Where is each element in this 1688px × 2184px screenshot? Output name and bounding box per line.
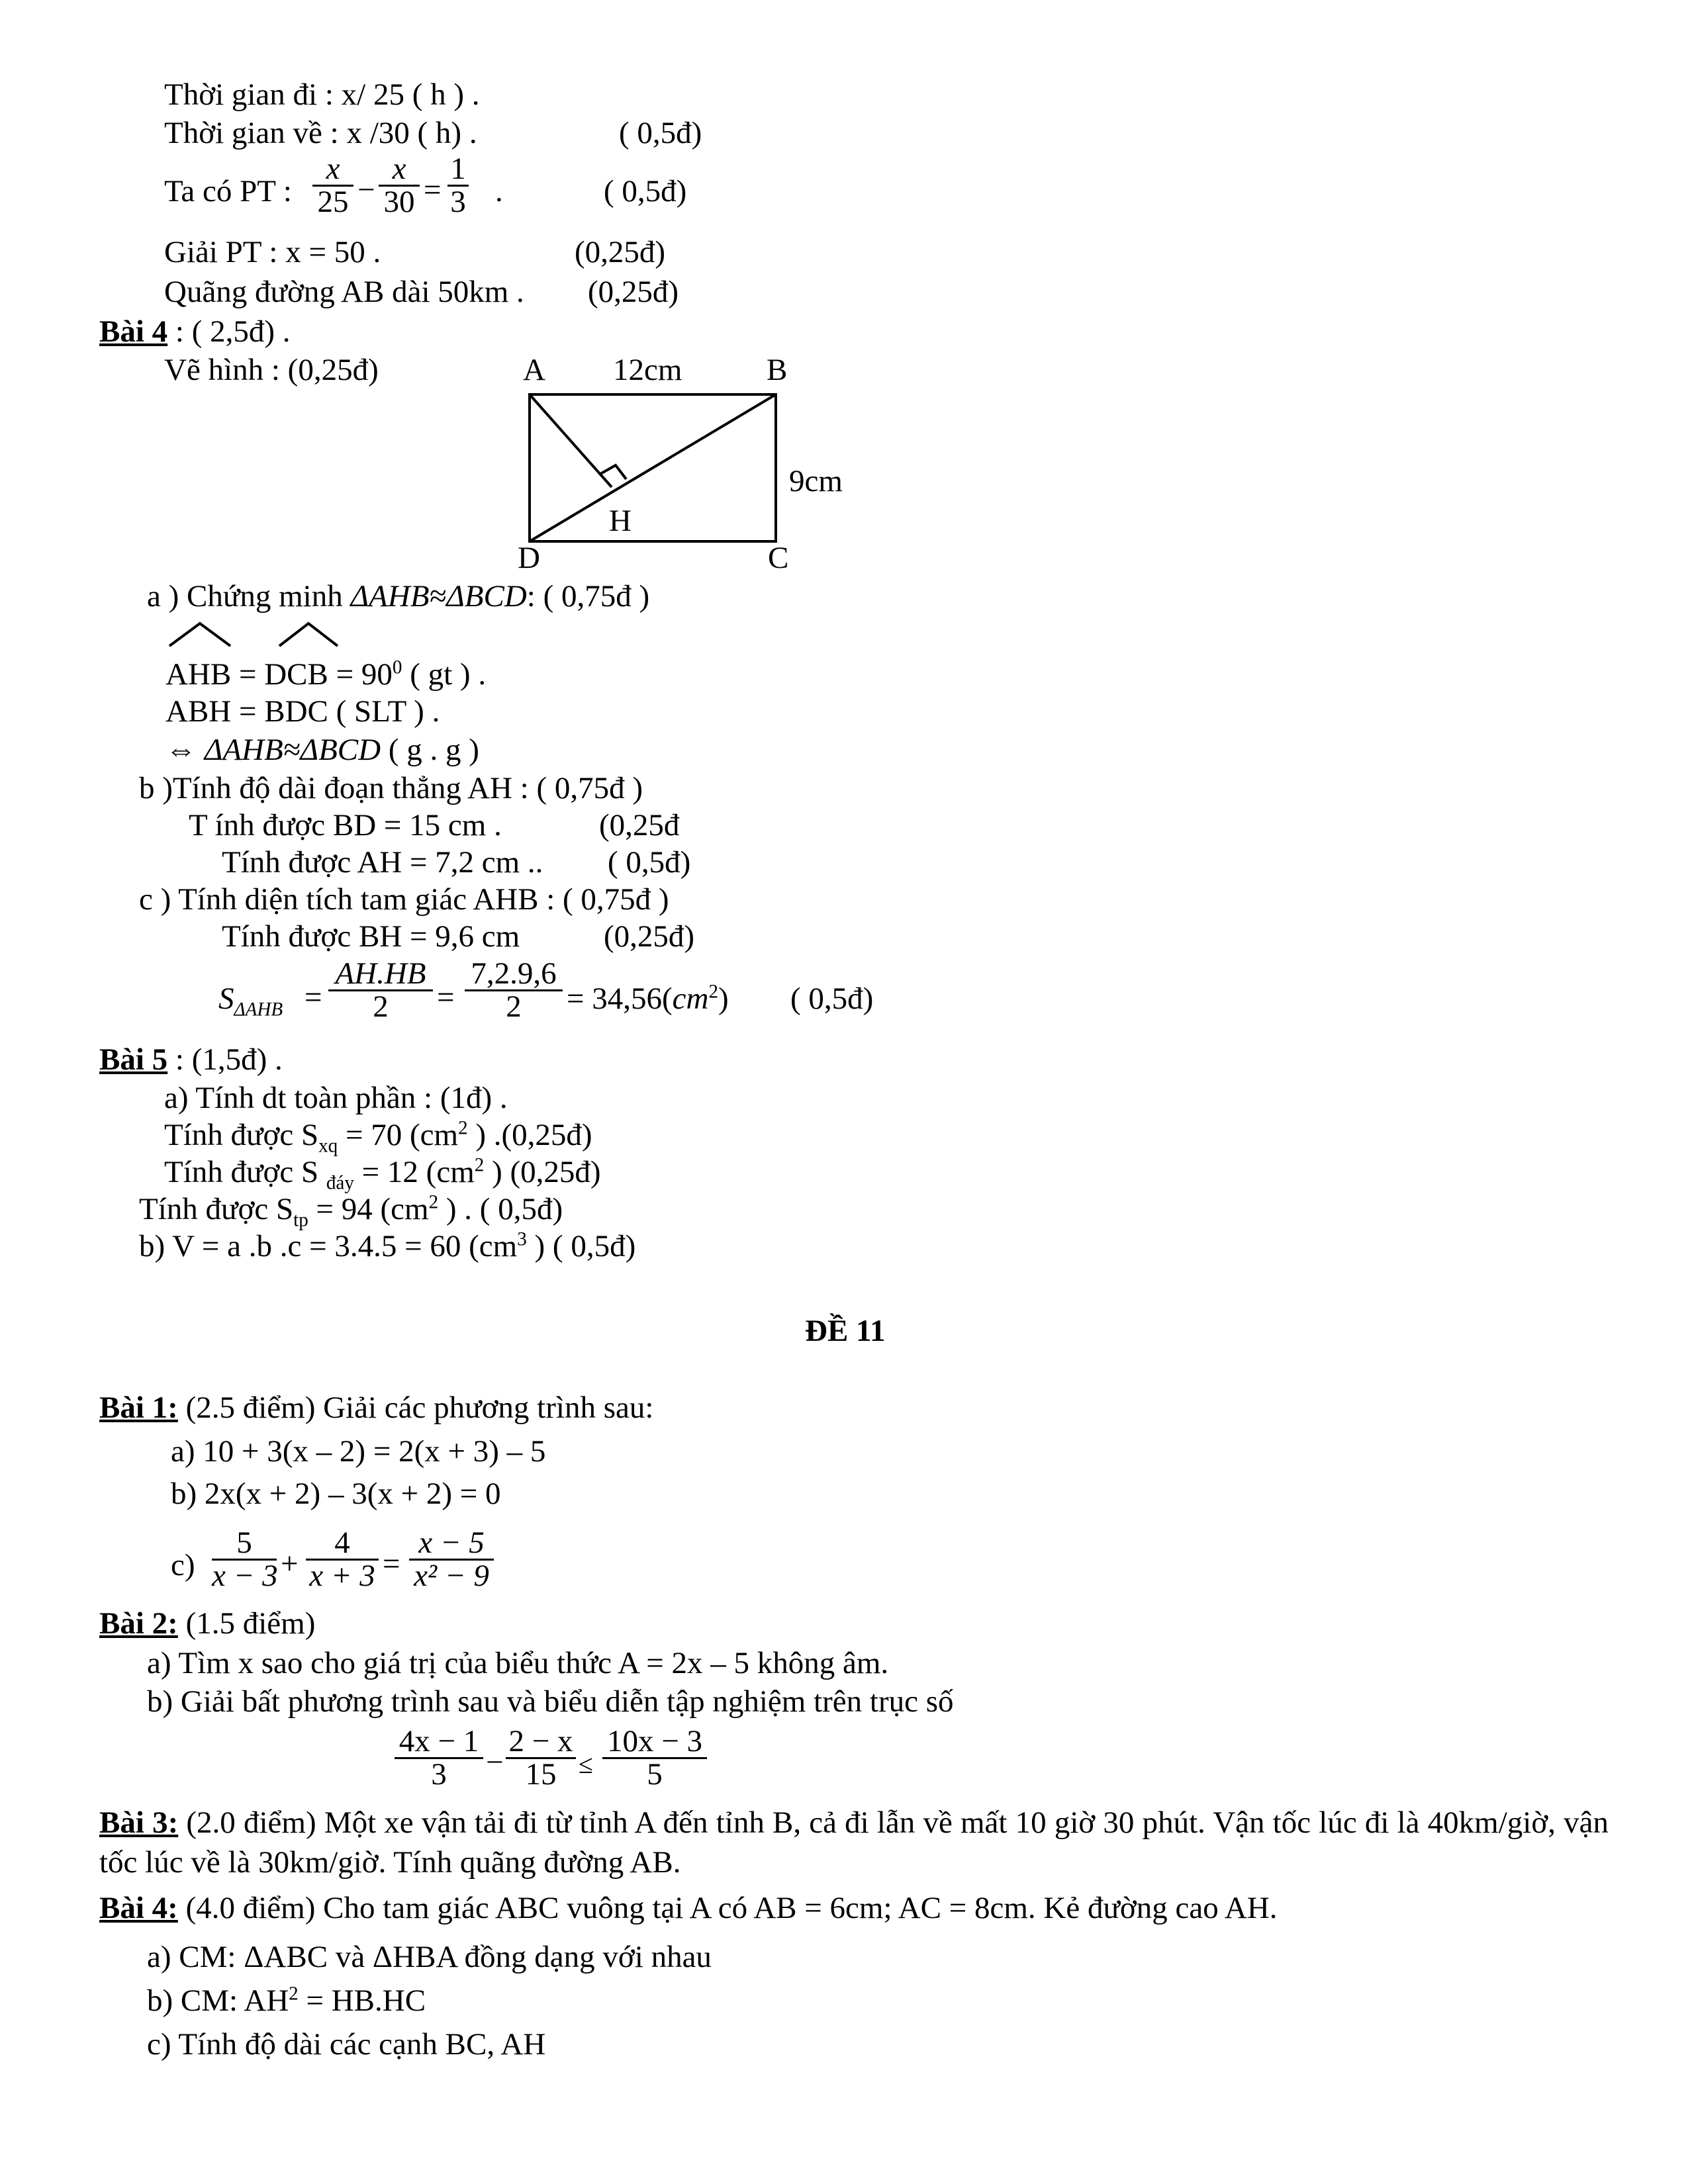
time-return-line: Thời gian về : x /30 ( h) . xyxy=(164,116,477,150)
time-go-line: Thời gian đi : x/ 25 ( h ) . xyxy=(164,77,480,112)
question-a: a) CM: ΔABC và ΔHBA đồng dạng với nhau xyxy=(147,1940,712,1974)
side-label-ab: 12cm xyxy=(613,353,682,387)
equals-sign: = xyxy=(437,980,455,1015)
equation-label: Ta có PT : xyxy=(164,174,292,208)
exercise-heading: Bài 2: (1.5 điểm) xyxy=(99,1606,316,1641)
score: (0,25đ) xyxy=(604,919,695,954)
draw-figure-line: Vẽ hình : (0,25đ) xyxy=(164,353,379,387)
equals-sign: = xyxy=(305,980,322,1015)
fraction: 10x − 3 5 xyxy=(602,1726,707,1790)
minus-sign: − xyxy=(486,1745,504,1780)
question-c-label: c) xyxy=(171,1548,195,1582)
bh-line: Tính được BH = 9,6 cm xyxy=(222,919,520,954)
side-label-bc: 9cm xyxy=(789,464,843,498)
exercise-heading: Bài 4: (4.0 điểm) Cho tam giác ABC vuông tại A có AB = 6cm; AC = 8cm. Kẻ đường cao AH. xyxy=(99,1891,1278,1925)
diagonal-bd xyxy=(530,394,776,541)
angle-hat xyxy=(279,623,338,646)
vertex-label-a: A xyxy=(523,353,545,387)
fraction: 4 x + 3 xyxy=(306,1527,379,1592)
exercise-heading: Bài 5 : (1,5đ) . xyxy=(99,1042,283,1077)
score: (0,25đ) xyxy=(588,275,679,309)
foot-label-h: H xyxy=(609,504,632,538)
score: ( 0,5đ) xyxy=(790,981,874,1016)
equals-sign: = xyxy=(383,1547,400,1581)
angle-equality-1: AHB = DCB = $90^0$ ( gt ) . xyxy=(165,657,487,692)
distance-line: Quãng đường AB dài 50km . xyxy=(164,275,524,309)
page-title: ĐỀ 11 xyxy=(805,1314,886,1348)
minus-sign: − xyxy=(357,173,375,207)
part-a-line: a ) Chứng minh ΔAHB≈ΔBCD: ( 0,75đ ) xyxy=(147,579,650,614)
score: ( 0,5đ) xyxy=(608,845,691,880)
area-result: = $34,56(cm^2)$ xyxy=(567,981,729,1016)
fraction: x − 5 x² − 9 xyxy=(409,1527,494,1592)
fraction: 2 − x 15 xyxy=(506,1726,576,1790)
exercise-heading: Bài 1: (2.5 điểm) Giải các phương trình sau: xyxy=(99,1390,654,1425)
part-b-line: b )Tính độ dài đoạn thẳng AH : ( 0,75đ ) xyxy=(139,771,643,805)
equals-sign: = xyxy=(424,173,442,207)
question-c: c) Tính độ dài các cạnh BC, AH xyxy=(147,2027,546,2062)
ah-line: Tính được AH = 7,2 cm .. xyxy=(222,845,543,880)
bd-line: T ính được BD = 15 cm . xyxy=(189,808,502,842)
exercise-heading: Bài 4 : ( 2,5đ) . xyxy=(99,314,291,349)
score: (0,25đ) xyxy=(575,235,666,269)
total-area-line: Tính được $S_{tp} = 94$ ($cm^2$ ) . ( 0,5đ) xyxy=(139,1191,563,1231)
solve-line: Giải PT : x = 50 . xyxy=(164,235,381,269)
volume-line: b) V = a .b .c = 3.4.5 = 60 ($cm^3$ ) ( 0,5đ) xyxy=(139,1228,636,1263)
altitude-ah xyxy=(530,394,612,487)
less-equal-sign: ≤ xyxy=(579,1749,593,1779)
question-a: a) Tìm x sao cho giá trị của biểu thức A = 2x – 5 không âm. xyxy=(147,1646,889,1680)
question-b: b) CM: $AH^2 = HB.HC$ xyxy=(147,1983,426,2018)
fraction: x 25 xyxy=(312,154,353,218)
vertex-label-b: B xyxy=(767,353,788,387)
question-b: b) 2x(x + 2) – 3(x + 2) = 0 xyxy=(171,1477,501,1511)
area-symbol: $S_{\Delta AHB}$ xyxy=(218,981,283,1021)
score: ( 0,5đ) xyxy=(604,174,687,208)
base-area-line: Tính được S $_{đáy}$ = 12 ($cm^2$ ) (0,25đ) xyxy=(164,1154,601,1194)
vertex-label-c: C xyxy=(768,541,789,575)
exercise-3-text: Bài 3: (2.0 điểm) Một xe vận tải đi từ tỉnh A đến tỉnh B, cả đi lẫn về mất 10 giờ 30 phút. Vận tốc lúc đi là 40km/giờ, vận tốc lúc về là 30km/giờ. Tính quãng đường AB. xyxy=(99,1805,1609,1880)
question-b: b) Giải bất phương trình sau và biểu diễn tập nghiệm trên trục số xyxy=(147,1684,954,1719)
lateral-area-line: Tính được $S_{xq} = 70$ ($cm^2$ ) .(0,25đ) xyxy=(164,1117,592,1157)
score: ( 0,5đ) xyxy=(619,116,702,150)
fraction: 4x − 1 3 xyxy=(395,1726,483,1790)
angle-equality-2: ABH = BDC ( SLT ) . xyxy=(165,694,440,729)
part-a-line: a) Tính dt toàn phần : (1đ) . xyxy=(164,1081,508,1115)
fraction: AH.HB 2 xyxy=(328,958,433,1023)
vertex-label-d: D xyxy=(518,541,540,575)
score: (0,25đ xyxy=(599,808,680,842)
fraction: 5 x − 3 xyxy=(212,1525,278,1593)
fraction: x 30 xyxy=(379,154,420,218)
period: . xyxy=(495,174,503,208)
question-a: a) 10 + 3(x – 2) = 2(x + 3) – 5 xyxy=(171,1434,546,1469)
conclusion-line: ⇔ ΔAHB≈ΔBCD ( g . g ) xyxy=(165,733,479,767)
fraction: 7,2.9,6 2 xyxy=(465,958,563,1023)
plus-sign: + xyxy=(281,1547,299,1581)
fraction: 1 3 xyxy=(447,154,469,218)
part-c-line: c ) Tính diện tích tam giác AHB : ( 0,75đ ) xyxy=(139,882,669,917)
angle-hat xyxy=(169,623,230,646)
